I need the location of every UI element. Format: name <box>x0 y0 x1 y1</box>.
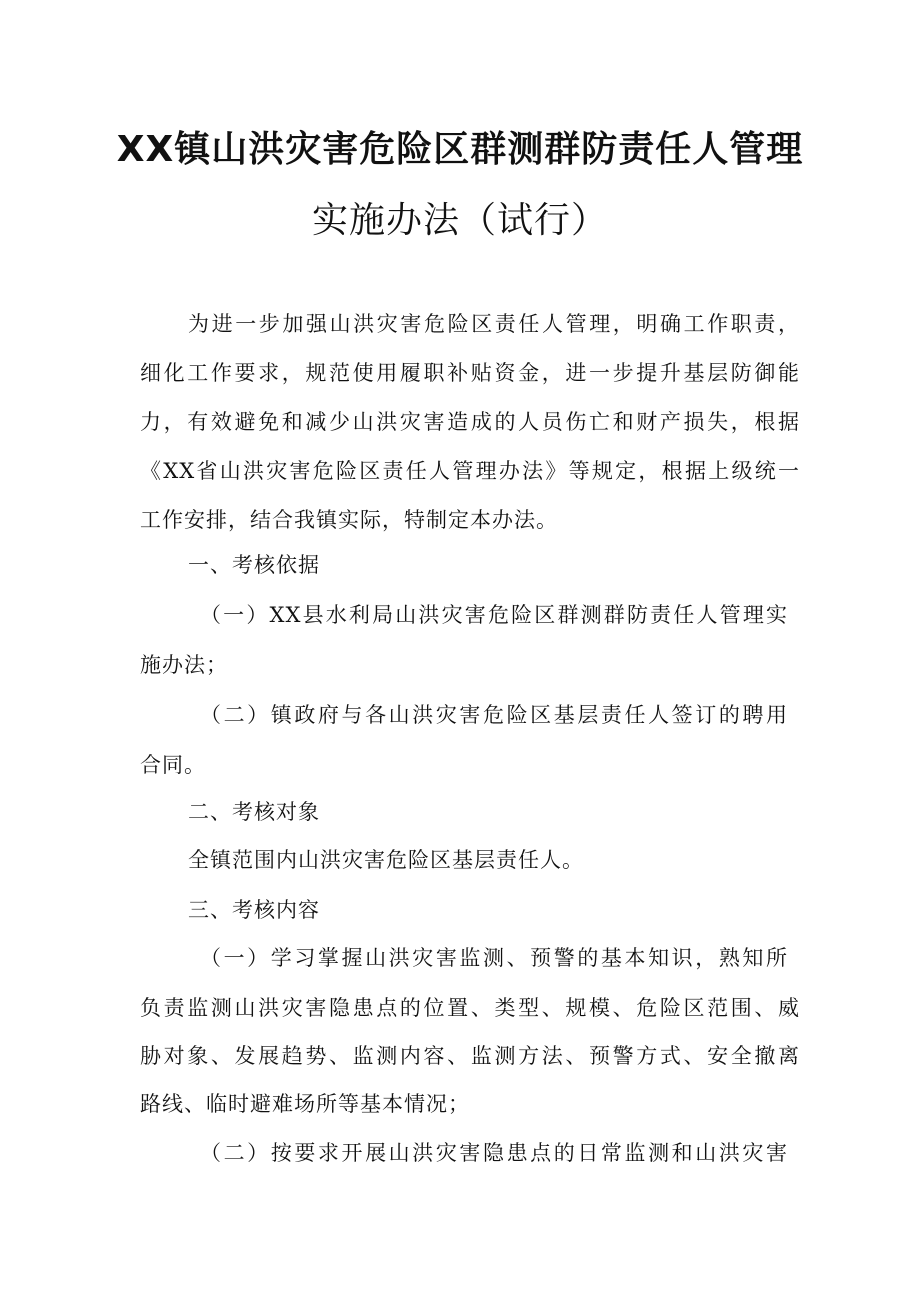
body-line: 为进一步加强山洪灾害危险区责任人管理，明确工作职责， <box>188 312 800 336</box>
body-line: 工作安排，结合我镇实际，特制定本办法。 <box>140 508 558 532</box>
body-line: 路线、临时避难场所等基本情况； <box>140 1092 470 1116</box>
body-line: （一）学习掌握山洪灾害监测、预警的基本知识，熟知所 <box>200 946 788 970</box>
body-line: 负责监测山洪灾害隐患点的位置、类型、规模、危险区范围、威 <box>140 996 800 1020</box>
document-title-line-2: 实施办法（试行） <box>311 200 608 241</box>
body-line: 胁对象、发展趋势、监测内容、监测方法、预警方式、安全撤离 <box>140 1044 800 1068</box>
document-title-line-1: XX镇山洪灾害危险区群测群防责任人管理 <box>116 129 804 170</box>
section-heading: 三、考核内容 <box>188 898 320 922</box>
section-heading: 二、考核对象 <box>188 800 320 824</box>
body-line: 合同。 <box>140 753 206 777</box>
body-line: 施办法； <box>140 653 228 677</box>
section-heading: 一、考核依据 <box>188 553 320 577</box>
body-line: 力，有效避免和减少山洪灾害造成的人员伤亡和财产损失，根据 <box>140 410 800 434</box>
body-line: （二）按要求开展山洪灾害隐患点的日常监测和山洪灾害 <box>200 1141 788 1165</box>
body-line: （一）XX县水利局山洪灾害危险区群测群防责任人管理实 <box>200 603 788 627</box>
body-line: 全镇范围内山洪灾害危险区基层责任人。 <box>188 848 584 872</box>
body-line: 细化工作要求，规范使用履职补贴资金，进一步提升基层防御能 <box>140 361 800 385</box>
body-line: （二）镇政府与各山洪灾害危险区基层责任人签订的聘用 <box>200 703 788 727</box>
body-line: 《XX省山洪灾害危险区责任人管理办法》等规定，根据上级统一 <box>140 459 800 483</box>
